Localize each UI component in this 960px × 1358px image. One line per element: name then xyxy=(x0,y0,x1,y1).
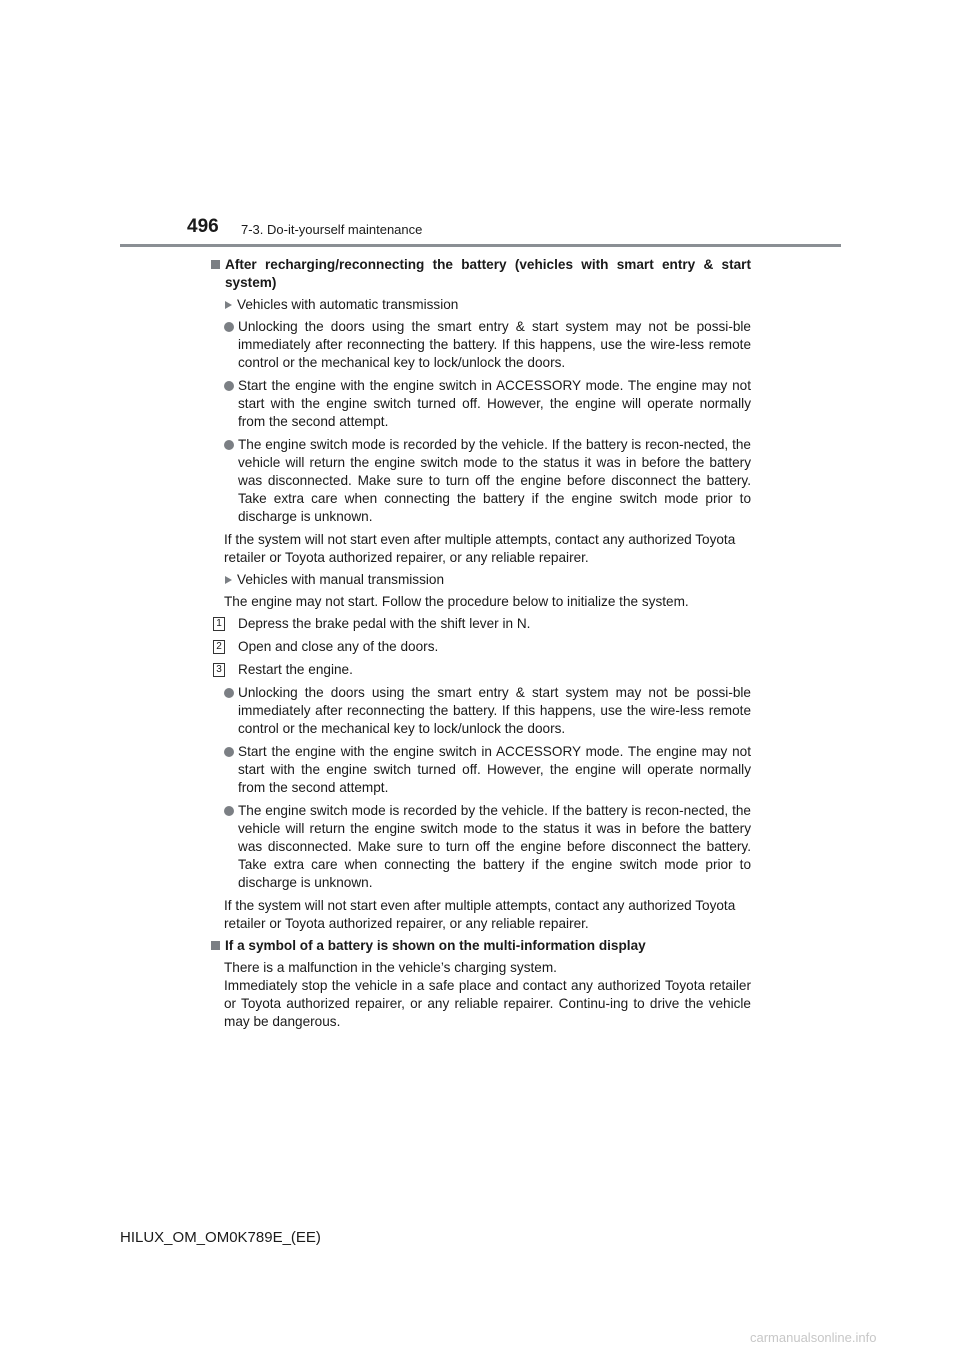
circle-bullet-icon xyxy=(224,322,234,332)
square-bullet-icon xyxy=(211,941,220,950)
subheading-manual xyxy=(211,571,751,589)
step-text: Restart the engine. xyxy=(238,662,353,677)
step-item xyxy=(211,661,751,679)
subheading-text: Vehicles with automatic transmission xyxy=(237,297,459,312)
step-item xyxy=(211,638,751,656)
step-text: Depress the brake pedal with the shift lever in N. xyxy=(238,616,531,631)
section-title: 7-3. Do-it-yourself maintenance xyxy=(241,222,423,237)
triangle-bullet-icon xyxy=(225,301,232,309)
list-item-text: The engine switch mode is recorded by the vehicle. If the battery is recon-nected, the vehicle will return the engine switch mode to the status it was in before the battery was disconnected. Make sure to turn off the engine before disconnect the battery. Take extra care when connecting the battery if the engine switch mode prior to discharge is unknown. xyxy=(238,803,751,890)
step-text: Open and close any of the doors. xyxy=(238,639,439,654)
list-item xyxy=(211,436,751,526)
square-bullet-icon xyxy=(211,260,220,269)
circle-bullet-icon xyxy=(224,688,234,698)
body-paragraph: Immediately stop the vehicle in a safe place and contact any authorized Toyota retailer or Toyota authorized repairer, or any reliable repairer. Continu-ing to drive the vehicle may be dangerous. xyxy=(224,978,751,1029)
page-number: 496 xyxy=(187,216,219,237)
step-number: 2 xyxy=(213,640,225,654)
list-item-text: The engine switch mode is recorded by the vehicle. If the battery is recon-nected, the vehicle will return the engine switch mode to the status it was in before the battery was disconnected. Make sure to turn off the engine before disconnect the battery. Take extra care when connecting the battery if the engine switch mode prior to discharge is unknown. xyxy=(238,437,751,524)
section-heading xyxy=(211,937,751,955)
subheading-text: Vehicles with manual transmission xyxy=(237,572,445,587)
step-item xyxy=(211,615,751,633)
circle-bullet-icon xyxy=(224,440,234,450)
list-item xyxy=(211,684,751,738)
section-heading-text: After recharging/reconnecting the battery (vehicles with smart entry & start system) xyxy=(225,257,751,290)
note-paragraph: If the system will not start even after multiple attempts, contact any authorized Toyota retailer or Toyota authorized repairer, or any reliable repairer. xyxy=(224,898,736,931)
list-item-text: Start the engine with the engine switch in ACCESSORY mode. The engine may not start with the engine switch turned off. However, the engine will operate normally from the second attempt. xyxy=(238,744,751,795)
list-item-text: Unlocking the doors using the smart entry & start system may not be possi-ble immediately after reconnecting the battery. If this happens, use the wire-less remote control or the mechanical key to lock/unlock the doors. xyxy=(238,685,751,736)
list-item-text: Unlocking the doors using the smart entry & start system may not be possi-ble immediately after reconnecting the battery. If this happens, use the wire-less remote control or the mechanical key to lock/unlock the doors. xyxy=(238,319,751,370)
header-divider xyxy=(120,244,841,247)
intro-paragraph: The engine may not start. Follow the procedure below to initialize the system. xyxy=(224,594,689,609)
triangle-bullet-icon xyxy=(225,576,232,584)
list-item xyxy=(211,743,751,797)
circle-bullet-icon xyxy=(224,381,234,391)
step-number: 1 xyxy=(213,617,225,631)
document-code: HILUX_OM_OM0K789E_(EE) xyxy=(120,1229,321,1246)
section-heading xyxy=(211,256,751,292)
page-header xyxy=(0,0,960,250)
body-paragraph: There is a malfunction in the vehicle’s charging system. xyxy=(224,960,557,975)
list-item xyxy=(211,802,751,892)
list-item xyxy=(211,318,751,372)
subheading-automatic xyxy=(211,296,751,314)
step-number: 3 xyxy=(213,663,225,677)
circle-bullet-icon xyxy=(224,806,234,816)
list-item xyxy=(211,377,751,431)
watermark: carmanualsonline.info xyxy=(750,1330,877,1345)
section-heading-text: If a symbol of a battery is shown on the multi-information display xyxy=(225,938,646,953)
list-item-text: Start the engine with the engine switch in ACCESSORY mode. The engine may not start with the engine switch turned off. However, the engine will operate normally from the second attempt. xyxy=(238,378,751,429)
circle-bullet-icon xyxy=(224,747,234,757)
main-content xyxy=(211,256,751,1035)
note-paragraph: If the system will not start even after multiple attempts, contact any authorized Toyota retailer or Toyota authorized repairer, or any reliable repairer. xyxy=(224,532,736,565)
